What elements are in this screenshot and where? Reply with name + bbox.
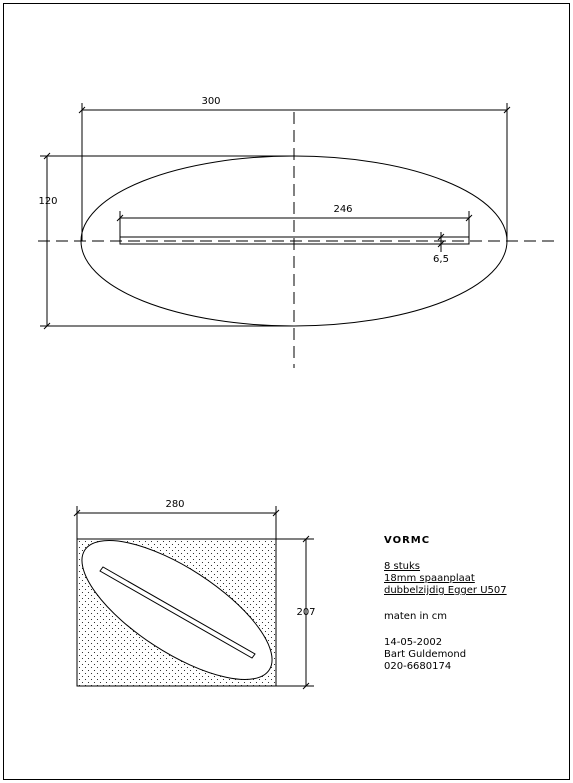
panel-view (62, 506, 314, 705)
notes-title: VORMC (384, 535, 431, 546)
dim-label-slot-width: 6,5 (433, 254, 449, 265)
top-view (38, 103, 560, 368)
dim-label-length: 300 (201, 96, 221, 107)
notes-date: 14-05-2002 (384, 637, 443, 648)
notes-phone: 020-6680174 (384, 661, 452, 672)
notes-block (384, 535, 569, 673)
notes-quantity: 8 stuks (384, 561, 421, 572)
dim-label-panel-height: 207 (296, 607, 316, 618)
dim-label-panel-width: 280 (165, 499, 185, 510)
dim-label-slot-length: 246 (333, 204, 353, 215)
notes-finish: dubbelzijdig Egger U507 (384, 585, 507, 596)
notes-author: Bart Guldemond (384, 649, 467, 660)
notes-material: 18mm spaanplaat (384, 573, 475, 584)
notes-units: maten in cm (384, 611, 447, 622)
dim-label-height: 120 (38, 196, 58, 207)
